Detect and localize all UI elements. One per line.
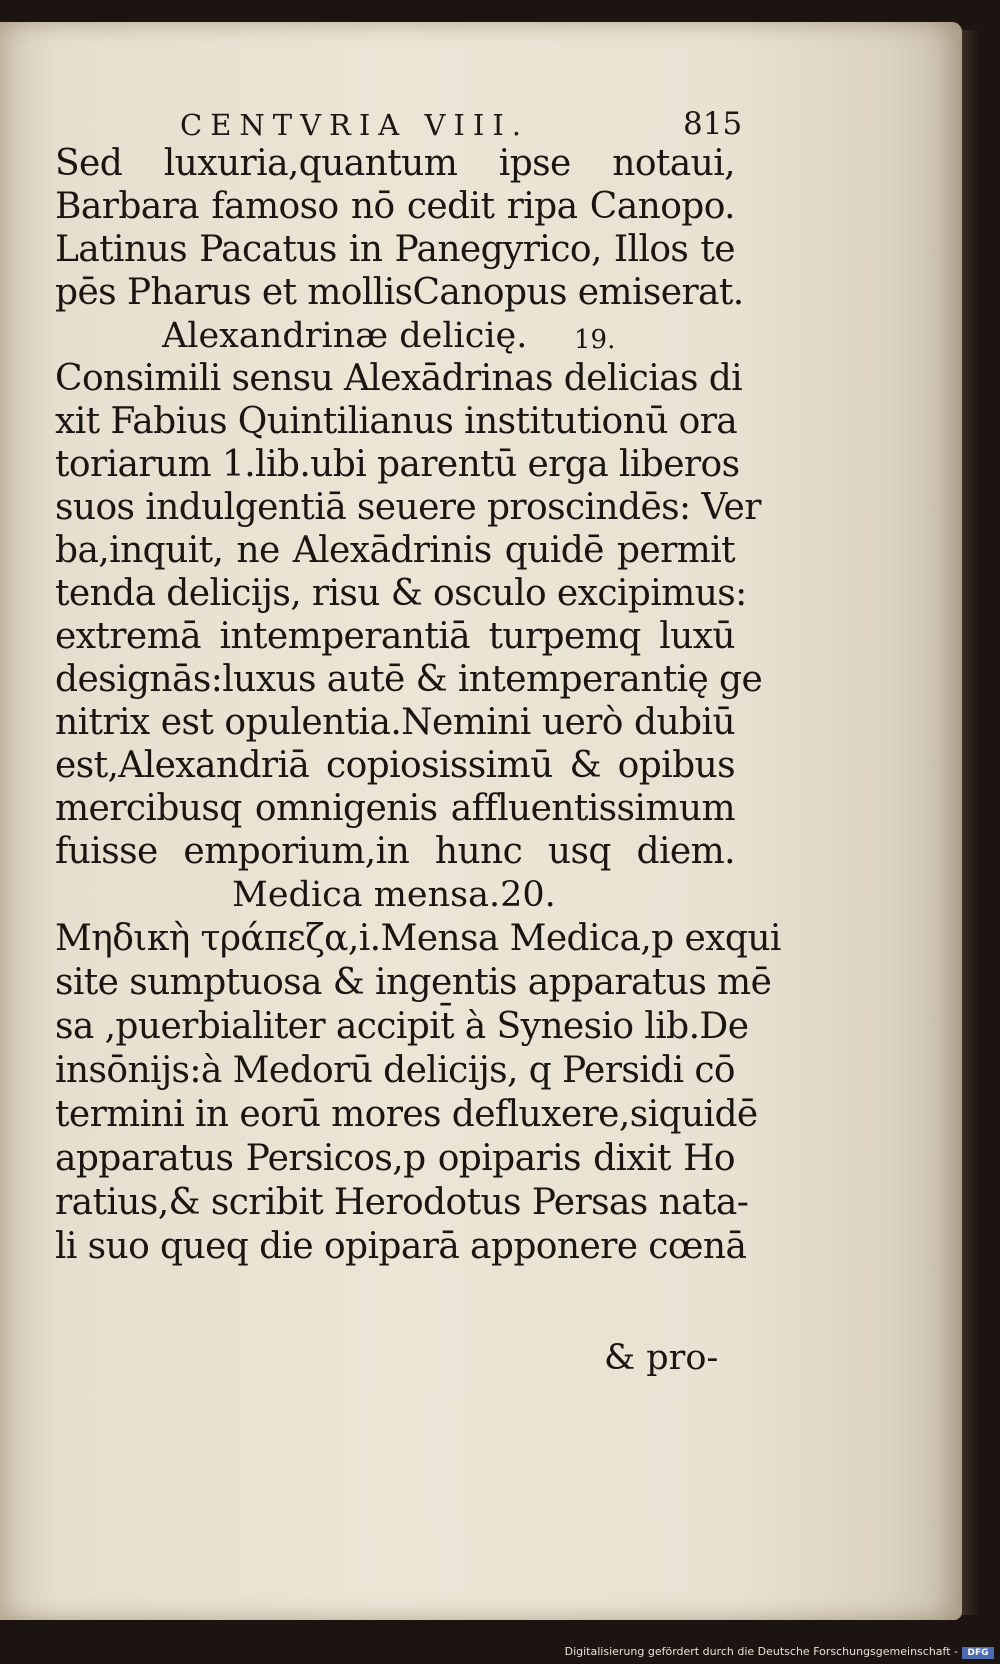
text-line: toriarum 1.lib.ubi parentū erga liberos — [55, 444, 740, 485]
text-line: nitrix est opulentia.Nemini uerò dubiū — [55, 702, 735, 743]
text-line: est,Alexandriā copiosissimū & opibus — [55, 745, 735, 786]
text-line: designās:luxus autē & intemperantię ge — [55, 659, 763, 700]
section-heading-20: Medica mensa.20. — [232, 875, 556, 915]
text-line: Sed luxuria,quantum ipse notaui, — [55, 143, 735, 184]
text-line: insōnijs:à Medorū delicijs, q Persidi cō — [55, 1050, 735, 1091]
section-heading-19: Alexandrinæ delicię. — [162, 316, 528, 356]
running-head: CENTVRIA VIII. — [180, 108, 529, 142]
text-line: ba,inquit, ne Alexādrinis quidē permit — [55, 530, 735, 571]
text-line: pēs Pharus et mollisCanopus emiserat. — [55, 272, 744, 313]
text-line: termini in eorū mores defluxere,siquidē — [55, 1094, 758, 1135]
text-line: apparatus Persicos,p opiparis dixit Ho — [55, 1138, 735, 1179]
digitization-credit: Digitalisierung gefördert durch die Deutsche Forschungsgemeinschaft - — [564, 1645, 958, 1658]
text-line: ratius,& scribit Herodotus Persas nata- — [55, 1182, 749, 1223]
text-line: Consimili sensu Alexādrinas delicias di — [55, 358, 743, 399]
section-number-19: 19. — [574, 325, 616, 355]
book-page-edge — [962, 30, 980, 1615]
text-line: extremā intemperantiā turpemq luxū — [55, 616, 735, 657]
text-line: tenda delicijs, risu & osculo excipimus: — [55, 573, 747, 614]
text-line: Μηδικὴ τράπεζα,i.Mensa Medica,p exqui — [55, 918, 781, 959]
text-line: xit Fabius Quintilianus institutionū ora — [55, 401, 738, 442]
page-number: 815 — [683, 106, 743, 142]
text-line: mercibusq omnigenis affluentissimum — [55, 788, 735, 829]
text-line: Latinus Pacatus in Panegyrico, Illos te — [55, 229, 735, 270]
catchword: & pro- — [604, 1338, 719, 1378]
dfg-logo: DFG — [962, 1647, 994, 1659]
text-line: suos indulgentiā seuere proscindēs: Ver — [55, 487, 761, 528]
text-line: site sumptuosa & ingentis apparatus mē — [55, 962, 772, 1003]
text-line: Barbara famoso nō cedit ripa Canopo. — [55, 186, 735, 227]
text-line: fuisse emporium,in hunc usq diem. — [55, 831, 735, 872]
text-line: li suo queq die opiparā apponere cœnā — [55, 1226, 747, 1267]
text-line: sa ,puerbialiter accipit̄ à Synesio lib.De — [55, 1006, 749, 1047]
